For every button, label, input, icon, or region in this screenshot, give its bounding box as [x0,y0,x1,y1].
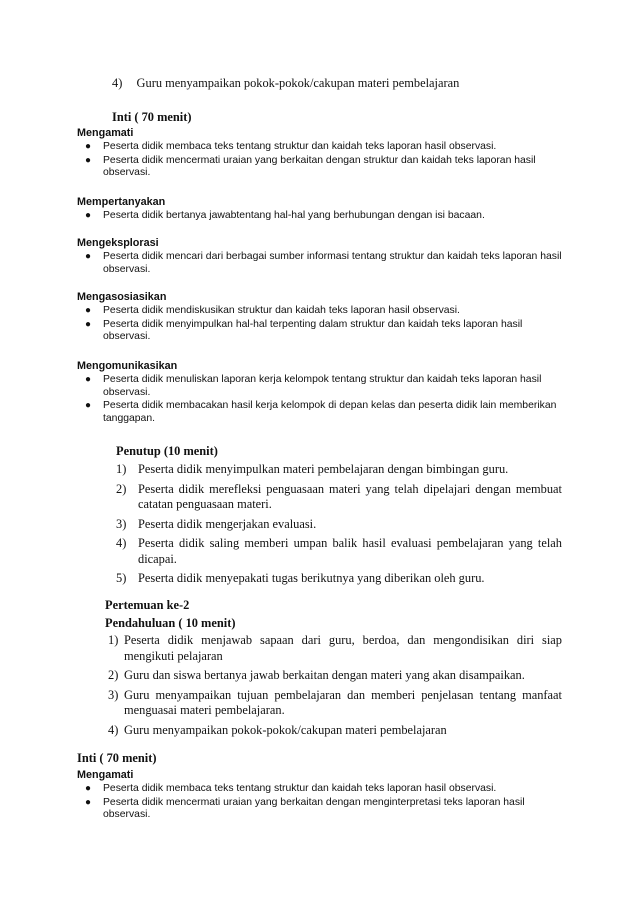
inti-heading-1: Inti ( 70 menit) [112,110,192,124]
bullet-icon: ● [85,783,92,794]
list-item: 3) Peserta didik mengerjakan evaluasi. [116,516,317,531]
list-item: 2) Guru dan siswa bertanya jawab berkaitan dengan materi yang akan disampaikan. [108,668,525,682]
mengomunikasikan-heading: Mengomunikasikan [77,360,178,372]
bullet-icon: ● [85,305,92,316]
list-item: ● Peserta didik mencermati uraian yang berkaitan dengan menginterpretasi teks laporan hasil observasi. [85,796,525,821]
list-item: ● Peserta didik mendiskusikan struktur dan kaidah teks laporan hasil observasi. [85,305,460,316]
list-item: ● Peserta didik menuliskan laporan kerja kelompok tentang struktur dan kaidah teks laporan hasil observasi. [85,374,542,398]
bullet-icon: ● [85,210,92,221]
top-item-4-text: Guru menyampaikan pokok-pokok/cakupan materi pembelajaran [136,76,460,90]
inti-heading-2: Inti ( 70 menit) [77,751,157,765]
bullet-icon: ● [85,141,92,152]
list-item: ● Peserta didik membacakan hasil kerja kelompok di depan kelas dan peserta didik lain memberikan tanggapan. [85,400,557,424]
bullet-icon: ● [85,374,92,385]
top-item-4-number: 4) [112,76,123,90]
list-item: 1) Peserta didik menyimpulkan materi pembelajaran dengan bimbingan guru. [116,462,509,476]
penutup-heading: Penutup (10 menit) [116,444,218,458]
mengamati-heading-2: Mengamati [77,769,134,781]
list-item: ● Peserta didik membaca teks tentang struktur dan kaidah teks laporan hasil observasi. [85,783,497,794]
list-item: ● Peserta didik membaca teks tentang struktur dan kaidah teks laporan hasil observasi. [85,141,497,152]
bullet-icon: ● [85,796,92,808]
list-item: 4) Peserta didik saling memberi umpan balik hasil evaluasi pembelajaran yang telah dicapai. [116,536,562,566]
list-item: 1) Peserta didik menjawab sapaan dari guru, berdoa, dan mengondisikan diri siap mengikuti pelajaran [108,633,562,663]
bullet-icon: ● [85,318,92,330]
pendahuluan-list [108,633,562,742]
mempertanyakan-heading: Mempertanyakan [77,196,166,208]
top-item-4 [112,76,459,91]
penutup-list [116,462,562,591]
list-item: 5) Peserta didik menyepakati tugas berikutnya yang diberikan oleh guru. [116,571,485,585]
mengamati-heading-1: Mengamati [77,127,134,139]
mengeksplorasi-heading: Mengeksplorasi [77,237,159,249]
mengeksplorasi-list [77,251,567,277]
mengasosiasikan-list [77,305,567,345]
list-item: 3) Guru menyampaikan tujuan pembelajaran dan memberi penjelasan tentang manfaat menguasai materi pembelajaran. [108,687,562,717]
bullet-icon: ● [85,251,92,262]
pertemuan-heading: Pertemuan ke-2 [105,598,190,612]
bullet-icon: ● [85,400,92,412]
mengamati-list-1 [77,141,567,181]
list-item: ● Peserta didik mencari dari berbagai sumber informasi tentang struktur dan kaidah teks laporan hasil observasi. [85,251,562,275]
list-item: ● Peserta didik bertanya jawabtentang hal-hal yang berhubungan dengan isi bacaan. [85,210,485,221]
mengasosiasikan-heading: Mengasosiasikan [77,291,167,303]
pendahuluan-heading: Pendahuluan ( 10 menit) [105,616,236,630]
mengomunikasikan-list [77,374,567,426]
bullet-icon: ● [85,154,92,166]
mengamati-list-2 [77,783,567,823]
list-item: 4) Guru menyampaikan pokok-pokok/cakupan materi pembelajaran [108,722,447,737]
list-item: 2) Peserta didik merefleksi penguasaan materi yang telah dipelajari dengan membuat catatan penguasaan materi. [116,481,562,511]
mempertanyakan-list [77,210,567,224]
list-item: ● Peserta didik menyimpulkan hal-hal terpenting dalam struktur dan kaidah teks laporan hasil observasi. [85,318,523,343]
list-item: ● Peserta didik mencermati uraian yang berkaitan dengan struktur dan kaidah teks laporan hasil observasi. [85,154,536,179]
